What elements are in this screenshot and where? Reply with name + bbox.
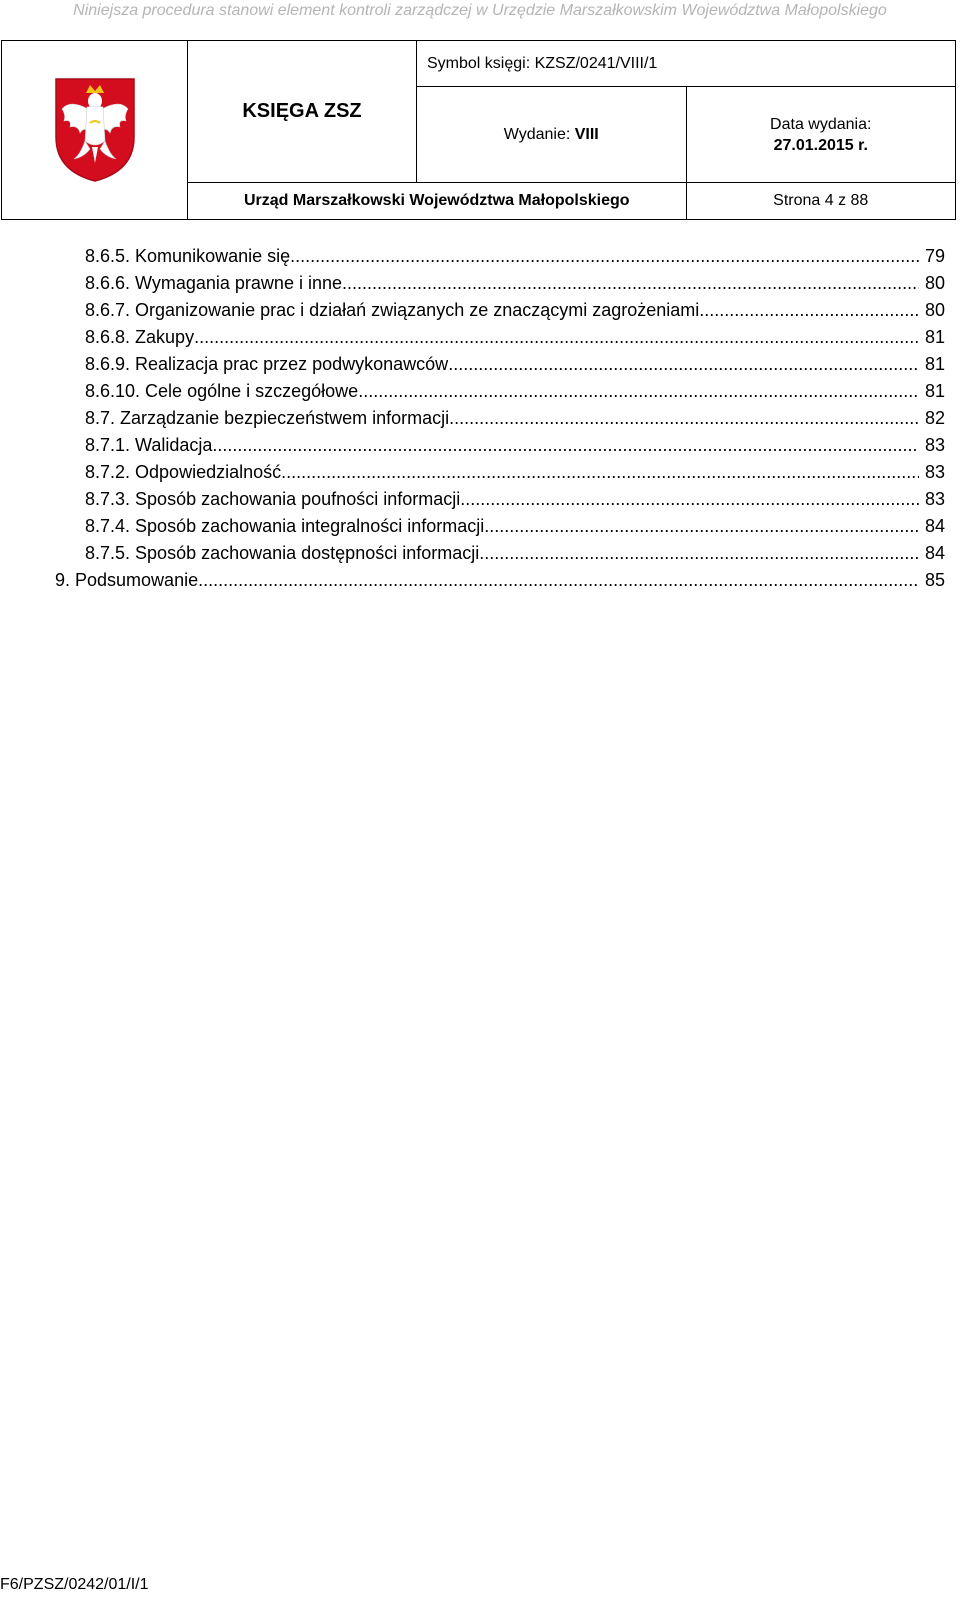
toc-entry-row xyxy=(85,270,945,297)
toc-entry-row xyxy=(85,243,945,270)
toc-entry-page: 83 xyxy=(924,435,945,455)
toc-entry[interactable] xyxy=(0,297,960,324)
form-code: F6/PZSZ/0242/01/I/1 xyxy=(0,1576,149,1593)
toc-leader-dots xyxy=(290,243,919,270)
toc-leader-dots xyxy=(484,513,919,540)
toc-entry[interactable] xyxy=(0,567,960,594)
eagle-shield-icon xyxy=(50,75,140,185)
toc-leader-dots xyxy=(479,540,919,567)
edition-value: VIII xyxy=(574,125,599,143)
toc-leader-dots xyxy=(699,297,919,324)
toc-entry[interactable] xyxy=(0,432,960,459)
toc-entry-label: 8.6.6. Wymagania prawne i inne xyxy=(85,273,342,293)
toc-entry-page: 84 xyxy=(924,543,945,563)
toc-entry[interactable] xyxy=(0,540,960,567)
office-name: Urząd Marszałkowski Województwa Małopolskiego xyxy=(188,182,687,219)
toc-entry[interactable] xyxy=(0,486,960,513)
toc-entry-page: 82 xyxy=(924,408,945,428)
toc-entry[interactable] xyxy=(0,324,960,351)
toc-entry-row xyxy=(55,567,945,594)
toc-entry-row xyxy=(85,297,945,324)
book-title: KSIĘGA ZSZ xyxy=(188,41,417,183)
toc-leader-dots xyxy=(194,324,919,351)
toc-entry-page: 81 xyxy=(924,354,945,374)
toc-entry-page: 83 xyxy=(924,489,945,509)
coat-of-arms-logo xyxy=(2,41,188,220)
edition xyxy=(417,87,687,183)
toc-entry-page: 79 xyxy=(924,246,945,266)
toc-entry[interactable] xyxy=(0,270,960,297)
toc-entry-page: 81 xyxy=(924,381,945,401)
toc-entry-row xyxy=(85,324,945,351)
toc-leader-dots xyxy=(460,486,919,513)
toc-entry-row xyxy=(85,513,945,540)
toc-entry-label: 8.6.9. Realizacja prac przez podwykonawców xyxy=(85,354,449,374)
table-of-contents xyxy=(0,243,960,594)
toc-entry-label: 8.7. Zarządzanie bezpieczeństwem informacji xyxy=(85,408,450,428)
toc-entry-label: 8.6.5. Komunikowanie się xyxy=(85,246,291,266)
toc-entry-row xyxy=(85,405,945,432)
toc-leader-dots xyxy=(281,459,919,486)
toc-entry[interactable] xyxy=(0,351,960,378)
toc-entry-label: 9. Podsumowanie xyxy=(55,570,199,590)
toc-entry[interactable] xyxy=(0,243,960,270)
page-number: Strona 4 z 88 xyxy=(686,182,956,219)
toc-entry-page: 85 xyxy=(924,570,945,590)
toc-entry-label: 8.6.7. Organizowanie prac i działań związanych ze znaczącymi zagrożeniami xyxy=(85,300,700,320)
toc-entry-label: 8.6.10. Cele ogólne i szczegółowe xyxy=(85,381,359,401)
document-header xyxy=(1,40,956,220)
book-symbol: Symbol księgi: KZSZ/0241/VIII/1 xyxy=(417,41,956,87)
toc-entry[interactable] xyxy=(0,405,960,432)
edition-label: Wydanie: xyxy=(503,125,575,143)
toc-entry-page: 83 xyxy=(924,462,945,482)
toc-entry-label: 8.7.3. Sposób zachowania poufności informacji xyxy=(85,489,461,509)
toc-entry-label: 8.7.4. Sposób zachowania integralności informacji xyxy=(85,516,485,536)
toc-entry-page: 81 xyxy=(924,327,945,347)
toc-entry-row xyxy=(85,351,945,378)
toc-entry-label: 8.7.5. Sposób zachowania dostępności informacji xyxy=(85,543,480,563)
watermark-text: Niniejsza procedura stanowi element kontroli zarządczej w Urzędzie Marszałkowskim Województwa Małopolskiego xyxy=(73,2,887,19)
toc-entry-label: 8.7.1. Walidacja xyxy=(85,435,213,455)
toc-leader-dots xyxy=(198,567,919,594)
toc-leader-dots xyxy=(448,351,919,378)
toc-leader-dots xyxy=(212,432,919,459)
toc-entry[interactable] xyxy=(0,459,960,486)
toc-leader-dots xyxy=(358,378,919,405)
toc-entry-page: 80 xyxy=(924,273,945,293)
toc-entry-label: 8.7.2. Odpowiedzialność xyxy=(85,462,282,482)
toc-leader-dots xyxy=(342,270,919,297)
toc-entry-label: 8.6.8. Zakupy xyxy=(85,327,195,347)
toc-entry-page: 84 xyxy=(924,516,945,536)
issue-date-label: Data wydania: xyxy=(770,115,872,133)
toc-entry-row xyxy=(85,486,945,513)
issue-date-value: 27.01.2015 r. xyxy=(773,136,868,154)
toc-entry[interactable] xyxy=(0,513,960,540)
toc-entry[interactable] xyxy=(0,378,960,405)
toc-entry-row xyxy=(85,432,945,459)
toc-entry-page: 80 xyxy=(924,300,945,320)
toc-entry-row xyxy=(85,540,945,567)
toc-entry-row xyxy=(85,459,945,486)
toc-leader-dots xyxy=(449,405,919,432)
toc-entry-row xyxy=(85,378,945,405)
issue-date xyxy=(686,87,956,183)
